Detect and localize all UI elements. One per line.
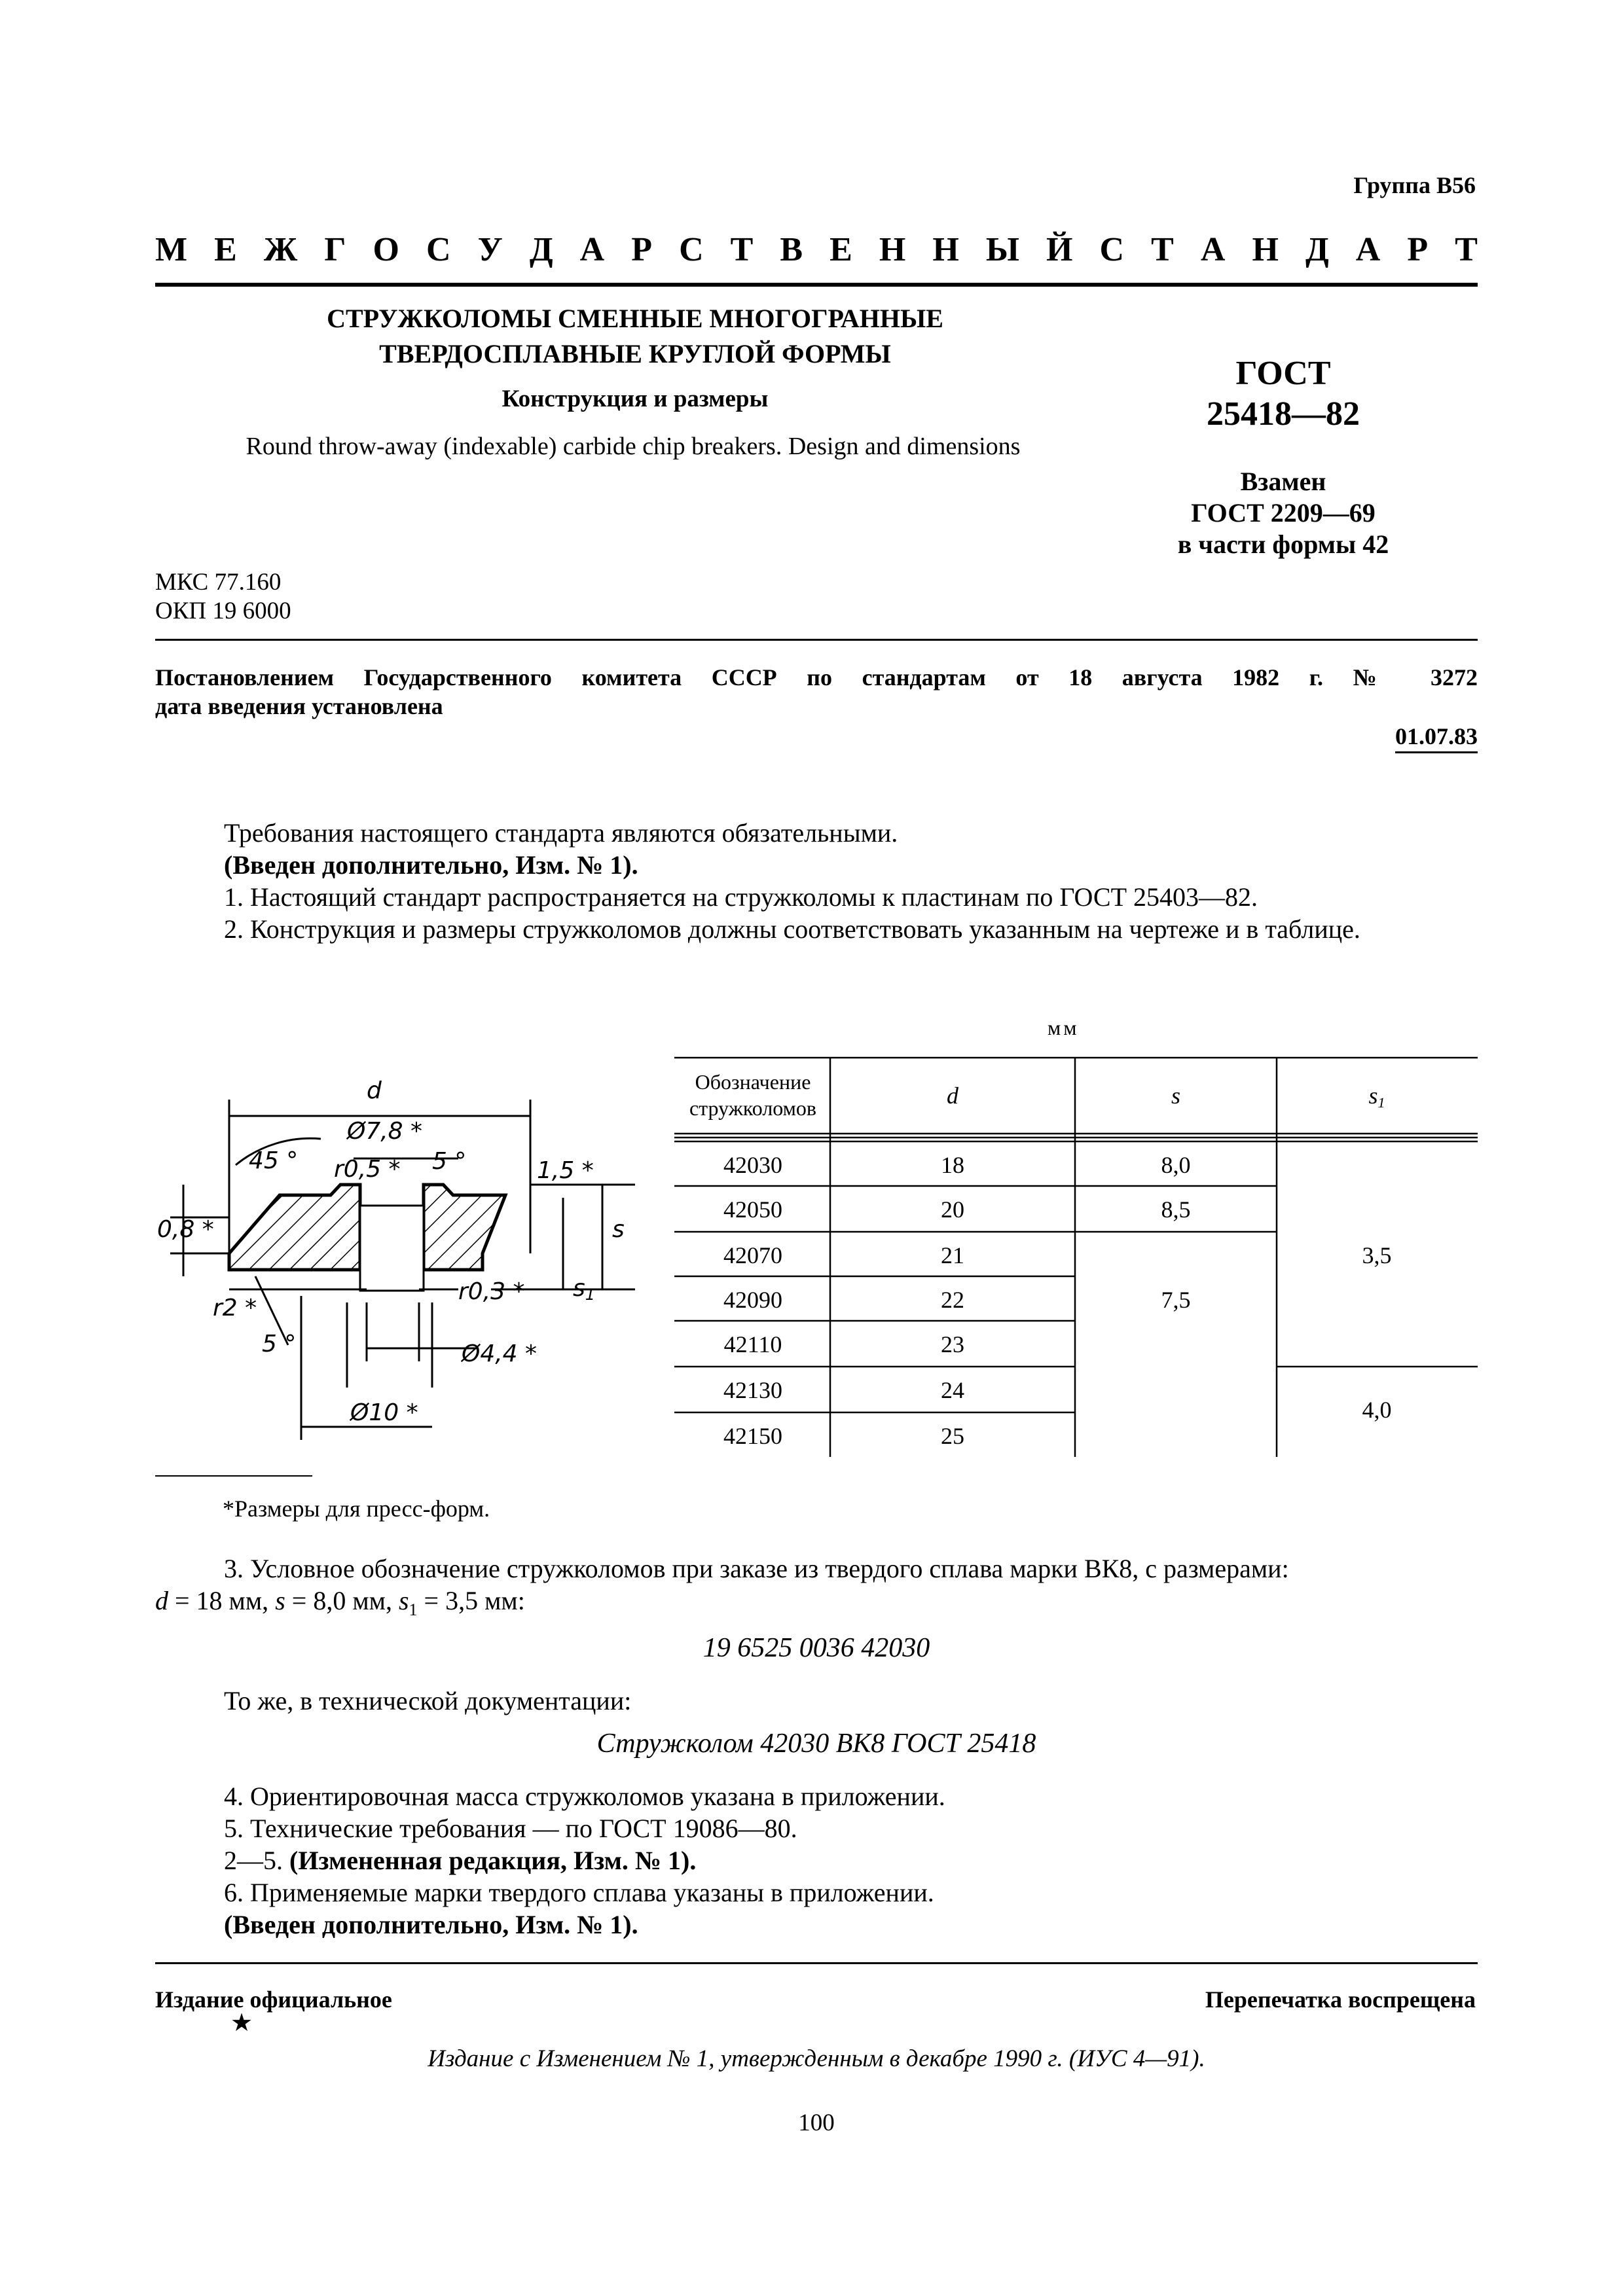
row-d: 18: [941, 1152, 964, 1178]
eq-1: = 18 мм,: [168, 1586, 276, 1615]
requirements-paragraph: Требования настоящего стандарта являются обязательными.: [224, 818, 898, 848]
replaces-line-3: в части формы 42: [1177, 529, 1389, 559]
decree-text: Постановлением Государственного комитета СССР по стандартам от 18 августа 1982 г. № 3272: [155, 664, 1478, 691]
dimensions-table: [674, 1056, 1478, 1457]
dim-s-label: s: [612, 1216, 625, 1243]
var-s1: s: [398, 1586, 409, 1615]
classification-codes: [155, 568, 291, 626]
heading-letter: В: [780, 231, 803, 268]
row-id: 42130: [723, 1377, 782, 1403]
left-section: [229, 1185, 360, 1270]
paragraph-4: 4. Ориентировочная масса стружколомов указана в приложении.: [224, 1782, 945, 1811]
paragraph-6: 6. Применяемые марки твердого сплава указаны в приложении.: [224, 1878, 934, 1907]
header-d: d: [947, 1083, 958, 1109]
dim-08-label: 0,8 *: [157, 1216, 214, 1243]
cell-s1-lower: 4,0: [1362, 1397, 1392, 1423]
dim-dia44-label: Ø4,4 *: [462, 1340, 538, 1367]
row-id: 42050: [723, 1196, 782, 1223]
reprint-prohibited: Перепечатка воспрещена: [1205, 1986, 1476, 2013]
var-d: d: [155, 1586, 168, 1615]
title-line-2: ТВЕРДОСПЛАВНЫЕ КРУГЛОЙ ФОРМЫ: [379, 339, 891, 368]
header-designation-line2: стружколомов: [689, 1096, 817, 1120]
heading-letter: Т: [1455, 231, 1478, 268]
row-d: 21: [941, 1242, 964, 1268]
header-s1: s1: [1368, 1083, 1385, 1111]
mks-code: МКС 77.160: [155, 569, 282, 596]
amendment-note-1: (Введен дополнительно, Изм. № 1).: [224, 850, 638, 880]
paragraph-2: 2. Конструкция и размеры стружколомов должны соответствовать указанным на чертеже и в таблице.: [224, 914, 1360, 944]
amendment-note-2: (Измененная редакция, Изм. № 1).: [289, 1846, 697, 1875]
var-s1-sub: 1: [409, 1600, 418, 1619]
heading-letter: Д: [1305, 231, 1329, 268]
heading-letter: С: [679, 231, 704, 268]
edition-note: Издание с Изменением № 1, утвержденным в декабре 1990 г. (ИУС 4—91).: [428, 2045, 1205, 2072]
center-hole: [360, 1206, 424, 1291]
angle-45-label: 45 °: [249, 1147, 299, 1174]
heading-letter: Е: [830, 231, 852, 268]
okp-code: ОКП 19 6000: [155, 598, 291, 624]
heading-letter: О: [373, 231, 399, 268]
replaces-line-2: ГОСТ 2209—69: [1191, 498, 1376, 528]
row-id: 42030: [723, 1152, 782, 1178]
document-title: [196, 301, 1074, 372]
intro-date: 01.07.83: [1395, 723, 1478, 753]
paragraph-3: 3. Условное обозначение стружколомов при заказе из твердого сплава марки ВК8, с размерами:: [224, 1554, 1289, 1583]
heading-letter: А: [1355, 231, 1381, 268]
row-id: 42110: [723, 1331, 782, 1357]
heading-letter: Н: [879, 231, 906, 268]
heading-letter: С: [1099, 231, 1125, 268]
dim-s1-label: s1: [573, 1275, 596, 1304]
interstate-standard-heading: [155, 230, 1478, 269]
header-rule: [155, 283, 1478, 287]
heading-letter: Ы: [985, 231, 1019, 268]
heading-letter: Р: [631, 231, 653, 268]
row-d: 23: [941, 1331, 964, 1357]
cell-s-42030: 8,0: [1161, 1152, 1191, 1178]
heading-letter: Р: [1407, 231, 1429, 268]
english-title: Round throw-away (indexable) carbide chip breakers. Design and dimensions: [246, 433, 1021, 460]
heading-letter: Д: [529, 231, 553, 268]
document-subtitle: Конструкция и размеры: [501, 386, 769, 412]
p25-prefix: 2—5.: [224, 1846, 289, 1875]
designation-code: 19 6525 0036 42030: [702, 1633, 930, 1663]
gost-designation: [1152, 353, 1414, 435]
intro-date-label: дата введения установлена: [155, 693, 443, 719]
heading-letter: Н: [932, 231, 959, 268]
radius-05-label: r0,5 *: [334, 1156, 401, 1183]
title-line-1: СТРУЖКОЛОМЫ СМЕННЫЕ МНОГОГРАННЫЕ: [327, 304, 943, 333]
header-s: s: [1171, 1083, 1181, 1109]
footnote-rule: [155, 1475, 312, 1477]
angle-5-bottom-label: 5 °: [262, 1331, 297, 1357]
amendment-note-3: (Введен дополнительно, Изм. № 1).: [224, 1910, 638, 1939]
heading-letter: Й: [1046, 231, 1073, 268]
header-designation-line1: Обозначение: [695, 1070, 811, 1094]
group-code: Группа В56: [1353, 172, 1476, 198]
heading-letter: М: [155, 231, 188, 268]
radius-03-label: r0,3 *: [458, 1278, 525, 1305]
eq-3: = 3,5 мм:: [417, 1586, 525, 1615]
radius-2-label: r2 *: [213, 1295, 257, 1321]
same-in-docs: То же, в технической документации:: [224, 1686, 632, 1715]
gost-number: 25418—82: [1207, 395, 1360, 433]
heading-letter: Т: [730, 231, 754, 268]
paragraph-2-5: [155, 1844, 1478, 1876]
table-unit: мм: [1048, 1016, 1080, 1039]
paragraph-1: 1. Настоящий стандарт распространяется на стружколомы к пластинам по ГОСТ 25403—82.: [224, 882, 1258, 912]
dim-d-label: d: [367, 1077, 382, 1104]
var-s: s: [275, 1586, 285, 1615]
replaces-line-1: Взамен: [1240, 467, 1326, 496]
paragraph-5: 5. Технические требования — по ГОСТ 19086—80.: [224, 1814, 797, 1843]
footer-rule: [155, 1962, 1478, 1964]
cell-s-42050: 8,5: [1161, 1196, 1191, 1223]
row-d: 24: [941, 1377, 964, 1403]
eq-2: = 8,0 мм,: [285, 1586, 399, 1615]
dim-dia10-label: Ø10 *: [350, 1399, 418, 1426]
gost-label: ГОСТ: [1235, 355, 1331, 392]
heading-letter: А: [579, 231, 605, 268]
heading-letter: Н: [1252, 231, 1279, 268]
dim-15-label: 1,5 *: [537, 1157, 594, 1184]
right-section: [424, 1185, 505, 1270]
heading-letter: Т: [1151, 231, 1174, 268]
dim-dia78-label: Ø7,8 *: [347, 1118, 423, 1145]
replaces-block: [1139, 466, 1427, 560]
angle-5-top-label: 5 °: [432, 1148, 467, 1175]
heading-letter: Ж: [263, 231, 298, 268]
footnote: *Размеры для пресс-форм.: [223, 1496, 490, 1522]
cell-s1-upper: 3,5: [1362, 1242, 1392, 1268]
cell-s-merged: 7,5: [1161, 1287, 1191, 1313]
heading-letter: Е: [214, 231, 237, 268]
heading-letter: С: [426, 231, 451, 268]
star-icon: ★: [230, 2009, 253, 2037]
row-d: 20: [941, 1196, 964, 1223]
heading-letter: У: [477, 231, 503, 268]
heading-letter: Г: [324, 231, 346, 268]
row-d: 22: [941, 1287, 964, 1313]
row-id: 42090: [723, 1287, 782, 1313]
row-id: 42070: [723, 1242, 782, 1268]
codes-rule: [155, 639, 1478, 641]
paragraph-3-values: [155, 1585, 1478, 1626]
row-id: 42150: [723, 1423, 782, 1449]
designation-example: Стружколом 42030 ВК8 ГОСТ 25418: [596, 1729, 1036, 1759]
official-edition: Издание официальное: [155, 1986, 392, 2013]
page-number: 100: [798, 2109, 835, 2136]
chip-breaker-drawing: [151, 1021, 648, 1453]
row-d: 25: [941, 1423, 964, 1449]
heading-letter: А: [1200, 231, 1226, 268]
